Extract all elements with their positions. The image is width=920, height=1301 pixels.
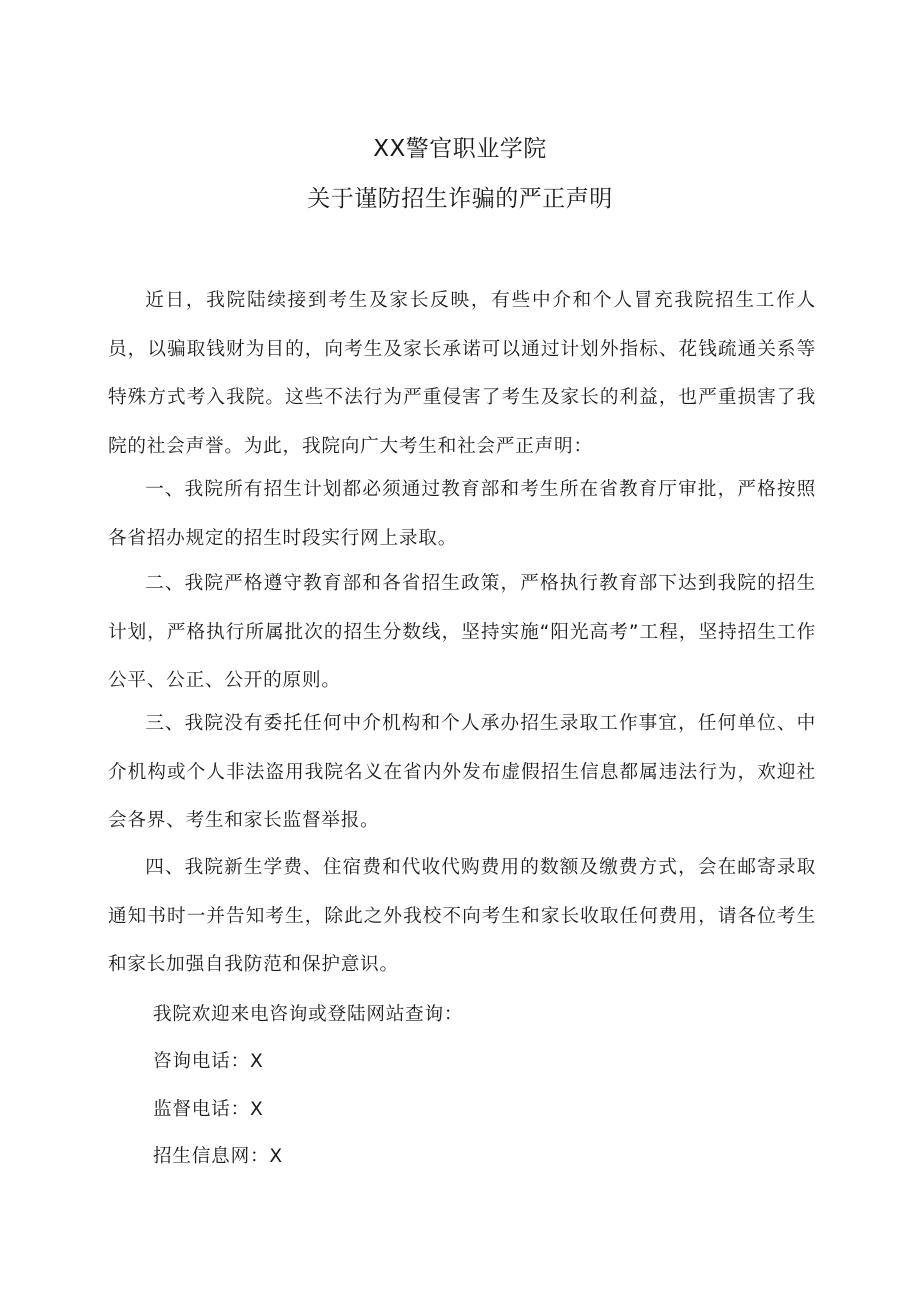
contact-welcome: 我院欢迎来电咨询或登陆网站查询：: [153, 1004, 464, 1025]
supervise-phone: 监督电话：X: [153, 1099, 264, 1120]
intro-paragraph: 近日，我院陆续接到考生及家长反映，有些中介和个人冒充我院招生工作人员，以骗取钱财为目的，向考生及家长承诺可以通过计划外指标、花钱疏通关系等特殊方式考入我院。这些不法行为严重侵害了考生及家长的利益，也严重损害了我院的社会声誉。为此，我院向广大考生和社会严正声明：: [108, 290, 816, 457]
consult-phone: 咨询电话：X: [153, 1051, 264, 1072]
document-subtitle: 关于谨防招生诈骗的严正声明: [307, 186, 613, 212]
admission-website: 招生信息网：X: [153, 1146, 283, 1167]
statement-item-2: 二、我院严格遵守教育部和各省招生政策，严格执行教育部下达到我院的招生计划，严格执行所属批次的招生分数线，坚持实施“阳光高考”工程，坚持招生工作公平、公正、公开的原则。: [108, 573, 816, 691]
statement-item-1: 一、我院所有招生计划都必须通过教育部和考生所在省教育厅审批，严格按照各省招办规定的招生时段实行网上录取。: [108, 479, 816, 549]
statement-item-3: 三、我院没有委托任何中介机构和个人承办招生录取工作事宜，任何单位、中介机构或个人非法盗用我院名义在省内外发布虚假招生信息都属违法行为，欢迎社会各界、考生和家长监督举报。: [108, 713, 816, 831]
document-title: XX警官职业学院: [373, 136, 547, 162]
statement-item-4: 四、我院新生学费、住宿费和代收代购费用的数额及缴费方式，会在邮寄录取通知书时一并告知考生，除此之外我校不向考生和家长收取任何费用，请各位考生和家长加强自我防范和保护意识。: [108, 857, 816, 975]
